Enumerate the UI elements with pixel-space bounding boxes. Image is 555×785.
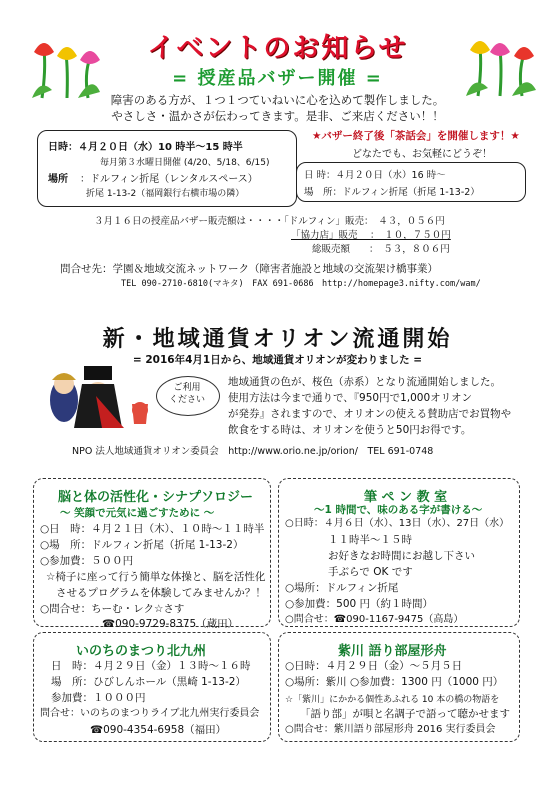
intro-line-2: やさしさ・温かさが伝わってきます。是非、ご来店ください！！	[111, 109, 444, 123]
event-title: イベントのお知らせ	[147, 33, 408, 64]
tea-heading: ★バザー終了後「茶話会」を開催します！★	[312, 130, 520, 142]
sales-total: 総販売額 ： ５３，８０６円	[312, 244, 450, 255]
bazaar-subtitle: = 授産品バザー開催 =	[172, 68, 383, 89]
bazaar-place-name: ：ドルフィン折尾（レンタルスペース）	[80, 174, 258, 185]
shisen-date: ○日時：４月２９日（金）～５月５日	[285, 660, 463, 672]
pen-class-subtitle: ～1 時間で、味のある字が書ける～	[314, 504, 483, 516]
shisen-title: 紫川 語り部屋形舟	[338, 644, 447, 659]
inochi-place: 場 所：ひびしんホール（黒崎 1-13-2）	[51, 676, 246, 688]
shisen-desc-2: 「語り部」が唄と名調子で語って聴かせます	[300, 708, 510, 720]
inochi-date: 日 時：４月２９日（金）１３時～１６時	[51, 660, 251, 672]
inochi-phone: ☎090-4354-6958（福田）	[90, 724, 227, 736]
pen-class-contact: ○問合せ：☎090-1167-9475（高島）	[285, 614, 464, 625]
synapse-phone: ☎090-9729-8375（蔵田）	[102, 618, 239, 630]
tea-place: 場 所：ドルフィン折尾（折尾 1-13-2）	[304, 187, 480, 198]
contact-line-1: 問合せ先：学園＆地域交流ネットワーク（障害者施設と地域の交流架け橋事業）	[60, 263, 438, 275]
speech-bubble-text: ご利用 ください	[168, 383, 205, 405]
synapse-desc-1: ☆椅子に座って行う簡単な体操と、脳を活性化	[46, 571, 266, 583]
bazaar-schedule: 毎月第３水曜日開催 (4/20、5/18、6/15)	[100, 158, 270, 168]
synapse-place: ○場 所：ドルフィン折尾（折尾 1-13-2）	[40, 539, 244, 551]
bazaar-date: 日時：４月２０日（水）10 時半～15 時半	[48, 142, 243, 153]
intro-line-1: 障害のある方が、１つ１つていねいに心を込めて製作しました。	[110, 93, 445, 107]
sales-lead: ３月１６日の授産品バザー販売額は・・・・「ドルフィン」販売： ４３，０５６円	[94, 216, 445, 227]
tea-date: 日 時：４月２０日（水）16 時～	[304, 170, 446, 181]
shisen-contact: ○問合せ：紫川語り部屋形舟 2016 実行委員会	[285, 724, 496, 735]
synapse-subtitle: ～ 笑顔で元気に過ごすために ～	[60, 507, 215, 519]
inochi-contact: 問合せ：いのちのまつりライブ北九州実行委員会	[40, 708, 260, 719]
synapse-contact: ○問合せ：ちーむ・レク☆さす	[40, 603, 185, 615]
pen-class-note-1: お好きなお時間にお越し下さい	[328, 550, 475, 562]
synapse-date: ○日 時：４月２１日（木）、１０時～１１時半	[40, 523, 265, 535]
orion-text-1: 地域通貨の色が、桜色（赤系）となり流通開始しました。	[228, 376, 501, 388]
orion-text-3: が発券』されますので、オリオンの使える賛助店でお買物や	[228, 408, 512, 420]
contact-line-2: TEL 090-2710-6810(マキタ) FAX 691-0686 http://homepage3.nifty.com/wam/	[121, 279, 481, 289]
pen-class-title: 筆 ペ ン 教 室	[364, 490, 448, 505]
synapse-title: 脳と体の活性化・シナプソロジー	[58, 490, 254, 505]
orion-text-4: 飲食をする時は、オリオンを使うと50円お得です。	[228, 424, 472, 436]
orion-committee: NPO 法人地域通貨オリオン委員会 http://www.orio.ne.jp/orion/ TEL 691-0748	[72, 446, 434, 457]
synapse-desc-2: させるプログラムを体験してみませんか？！	[56, 587, 266, 599]
pen-class-time: １１時半～１５時	[328, 534, 412, 546]
inochi-fee: 参加費：１０００円	[51, 692, 146, 704]
bazaar-address: 折尾 1-13-2（福岡銀行右横市場の隣）	[86, 189, 245, 199]
pen-class-dates: ○日時：４月６日（水）、13日（水）、27日（水）	[285, 518, 510, 529]
pen-class-note-2: 手ぶらで OK です	[328, 566, 413, 578]
bazaar-place-label: 場所	[48, 174, 68, 185]
tea-invite: どなたでも、お気軽にどうぞ！	[352, 149, 492, 160]
character-illustration	[36, 364, 161, 430]
synapse-fee: ○参加費：５００円	[40, 555, 134, 567]
orion-title: 新・地域通貨オリオン流通開始	[102, 327, 453, 352]
shisen-desc-1: ☆「紫川」にかかる個性あふれる 10 本の橋の物語を	[285, 695, 500, 705]
shisen-place-fee: ○場所：紫川 ○参加費：1300 円（1000 円）	[285, 676, 504, 688]
orion-subtitle: = 2016年4月1日から、地域通貨オリオンが変わりました =	[132, 354, 423, 366]
pen-class-fee: ○参加費：500 円（約１時間）	[285, 598, 434, 610]
orion-text-2: 使用方法は今まで通りで、『950円で1,000オリオン	[228, 392, 473, 404]
inochi-title: いのちのまつり北九州	[76, 644, 207, 659]
pen-class-place: ○場所：ドルフィン折尾	[285, 582, 399, 594]
sales-kyoryoku: 「協力店」販売 ： １０，７５０円	[291, 230, 451, 241]
